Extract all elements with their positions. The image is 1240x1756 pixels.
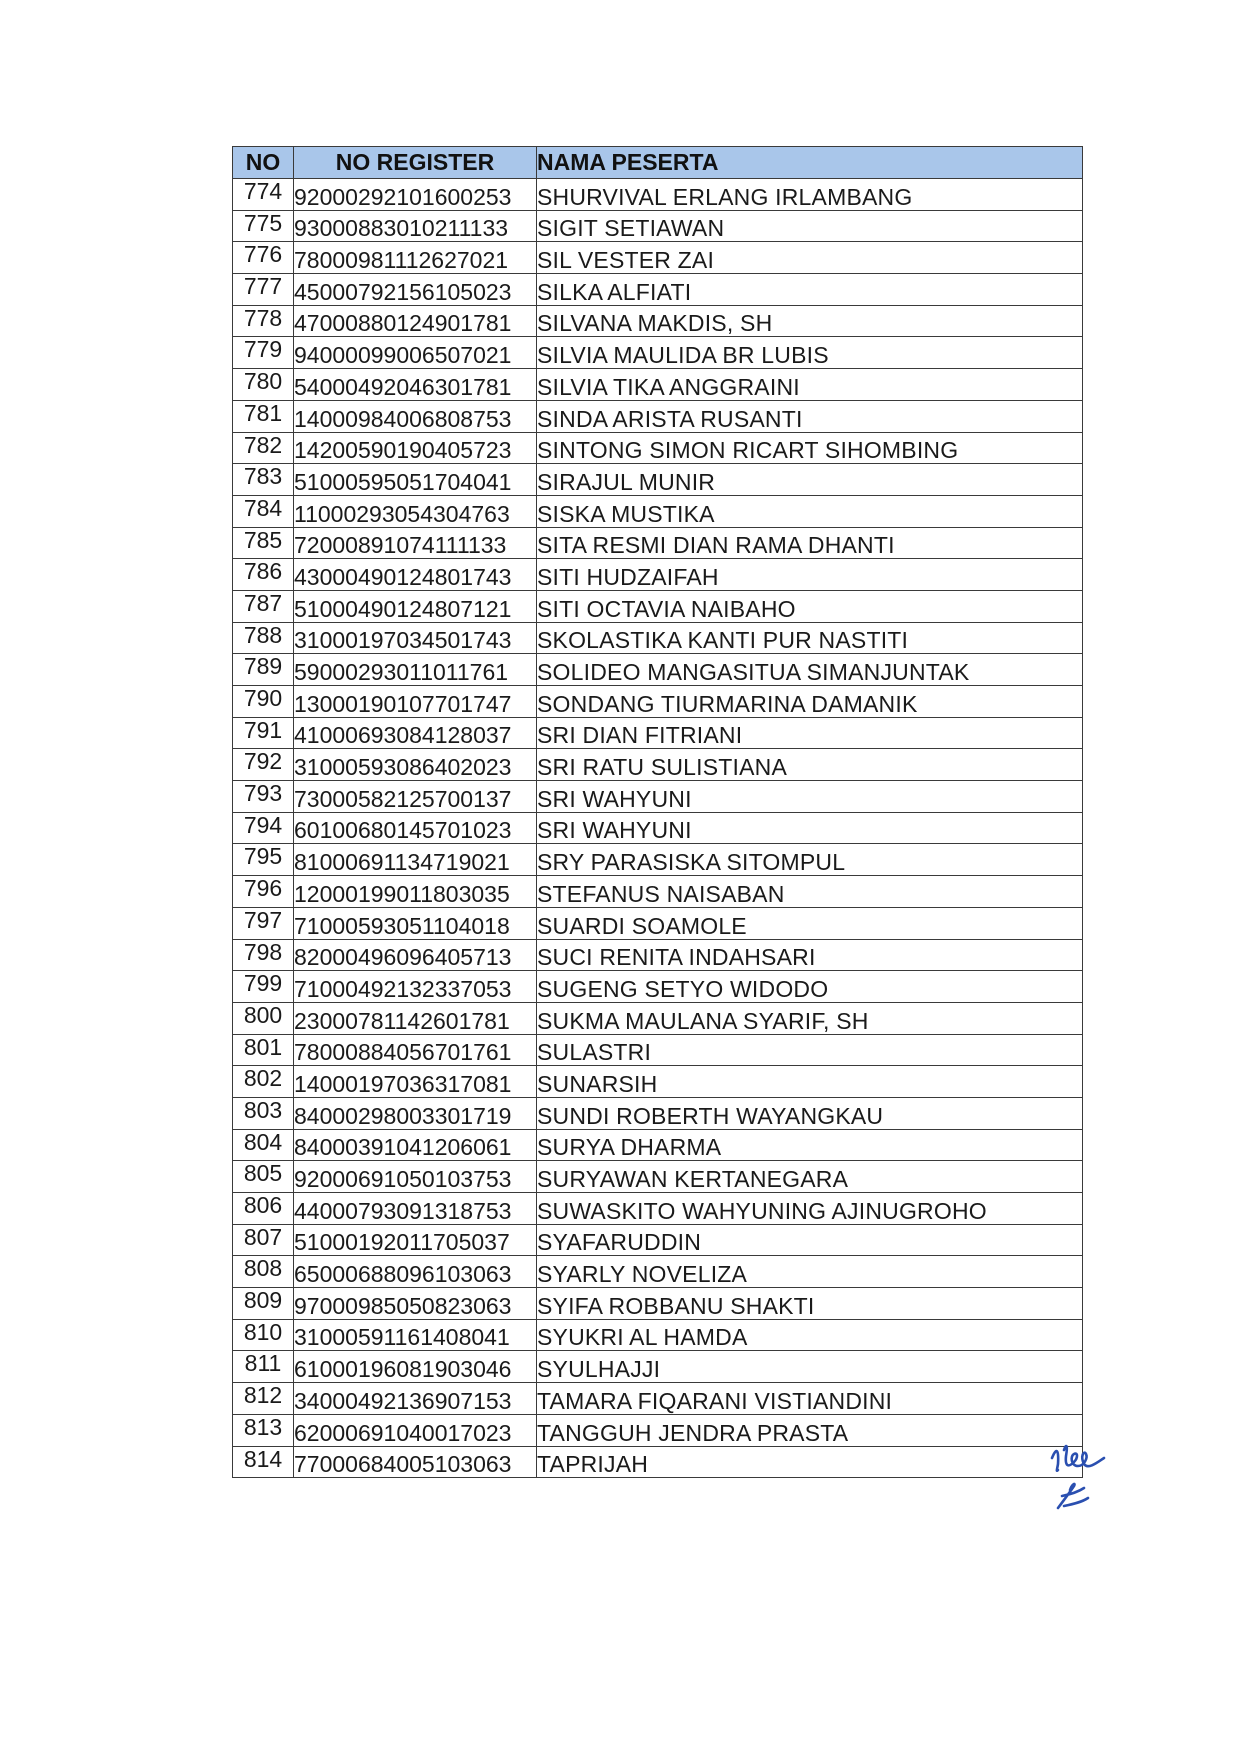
row-register-cell: 14200590190405723: [294, 432, 537, 464]
row-name-cell: SUGENG SETYO WIDODO: [537, 971, 1083, 1003]
row-no-cell: 796: [233, 876, 294, 908]
table-row: [233, 971, 1083, 1003]
row-no-cell: 798: [233, 939, 294, 971]
row-name-cell: SRI WAHYUNI: [537, 781, 1083, 813]
row-no-cell: 782: [233, 432, 294, 464]
table-row: [233, 464, 1083, 496]
table-row: [233, 274, 1083, 306]
table-row: [233, 1256, 1083, 1288]
table-row: [233, 1383, 1083, 1415]
row-register-cell: 13000190107701747: [294, 686, 537, 718]
row-name-cell: TAPRIJAH: [537, 1446, 1083, 1478]
row-name-cell: SYIFA ROBBANU SHAKTI: [537, 1288, 1083, 1320]
row-no-cell: 778: [233, 305, 294, 337]
table-row: [233, 749, 1083, 781]
row-register-cell: 47000880124901781: [294, 305, 537, 337]
row-register-cell: 14000197036317081: [294, 1066, 537, 1098]
row-no-cell: 774: [233, 179, 294, 211]
row-no-cell: 784: [233, 495, 294, 527]
row-name-cell: SITI HUDZAIFAH: [537, 559, 1083, 591]
table-row: [233, 1446, 1083, 1478]
table-row: [233, 1319, 1083, 1351]
row-register-cell: 31000593086402023: [294, 749, 537, 781]
row-no-cell: 789: [233, 654, 294, 686]
row-register-cell: 44000793091318753: [294, 1193, 537, 1225]
row-name-cell: SYARLY NOVELIZA: [537, 1256, 1083, 1288]
row-name-cell: SITA RESMI DIAN RAMA DHANTI: [537, 527, 1083, 559]
row-register-cell: 31000197034501743: [294, 622, 537, 654]
row-register-cell: 31000591161408041: [294, 1319, 537, 1351]
row-no-cell: 793: [233, 781, 294, 813]
table-row: [233, 1224, 1083, 1256]
table-row: [233, 495, 1083, 527]
row-register-cell: 51000595051704041: [294, 464, 537, 496]
row-register-cell: 59000293011011761: [294, 654, 537, 686]
table-row: [233, 369, 1083, 401]
row-register-cell: 71000492132337053: [294, 971, 537, 1003]
row-name-cell: SUWASKITO WAHYUNING AJINUGROHO: [537, 1193, 1083, 1225]
table-row: [233, 1097, 1083, 1129]
row-name-cell: SINTONG SIMON RICART SIHOMBING: [537, 432, 1083, 464]
row-no-cell: 802: [233, 1066, 294, 1098]
row-name-cell: SYAFARUDDIN: [537, 1224, 1083, 1256]
row-name-cell: SITI OCTAVIA NAIBAHO: [537, 590, 1083, 622]
row-name-cell: SILKA ALFIATI: [537, 274, 1083, 306]
row-no-cell: 808: [233, 1256, 294, 1288]
row-no-cell: 805: [233, 1161, 294, 1193]
table-row: [233, 622, 1083, 654]
row-name-cell: SIL VESTER ZAI: [537, 242, 1083, 274]
row-name-cell: SUARDI SOAMOLE: [537, 907, 1083, 939]
participant-table: [232, 146, 1083, 1478]
row-register-cell: 23000781142601781: [294, 1002, 537, 1034]
row-no-cell: 785: [233, 527, 294, 559]
row-register-cell: 41000693084128037: [294, 717, 537, 749]
header-row: [233, 147, 1083, 179]
row-register-cell: 51000192011705037: [294, 1224, 537, 1256]
row-name-cell: SULASTRI: [537, 1034, 1083, 1066]
row-register-cell: 43000490124801743: [294, 559, 537, 591]
row-name-cell: SKOLASTIKA KANTI PUR NASTITI: [537, 622, 1083, 654]
row-no-cell: 794: [233, 812, 294, 844]
row-name-cell: SYULHAJJI: [537, 1351, 1083, 1383]
row-no-cell: 775: [233, 210, 294, 242]
row-register-cell: 78000884056701761: [294, 1034, 537, 1066]
row-register-cell: 81000691134719021: [294, 844, 537, 876]
table-row: [233, 1193, 1083, 1225]
row-register-cell: 73000582125700137: [294, 781, 537, 813]
row-no-cell: 792: [233, 749, 294, 781]
table-row: [233, 400, 1083, 432]
row-no-cell: 777: [233, 274, 294, 306]
row-register-cell: 78000981112627021: [294, 242, 537, 274]
row-register-cell: 61000196081903046: [294, 1351, 537, 1383]
row-no-cell: 788: [233, 622, 294, 654]
row-no-cell: 804: [233, 1129, 294, 1161]
table-row: [233, 527, 1083, 559]
table-row: [233, 907, 1083, 939]
row-register-cell: 12000199011803035: [294, 876, 537, 908]
row-name-cell: SINDA ARISTA RUSANTI: [537, 400, 1083, 432]
table-row: [233, 812, 1083, 844]
table-row: [233, 210, 1083, 242]
table-row: [233, 559, 1083, 591]
row-register-cell: 92000691050103753: [294, 1161, 537, 1193]
table-row: [233, 337, 1083, 369]
row-no-cell: 787: [233, 590, 294, 622]
table-row: [233, 686, 1083, 718]
row-no-cell: 795: [233, 844, 294, 876]
table-row: [233, 242, 1083, 274]
row-register-cell: 77000684005103063: [294, 1446, 537, 1478]
row-register-cell: 97000985050823063: [294, 1288, 537, 1320]
row-no-cell: 790: [233, 686, 294, 718]
table-header: [233, 147, 1083, 179]
row-no-cell: 776: [233, 242, 294, 274]
row-register-cell: 65000688096103063: [294, 1256, 537, 1288]
row-name-cell: SUKMA MAULANA SYARIF, SH: [537, 1002, 1083, 1034]
table-row: [233, 1066, 1083, 1098]
table-row: [233, 1034, 1083, 1066]
table-row: [233, 1351, 1083, 1383]
row-name-cell: TANGGUH JENDRA PRASTA: [537, 1414, 1083, 1446]
row-register-cell: 71000593051104018: [294, 907, 537, 939]
table-row: [233, 179, 1083, 211]
row-no-cell: 797: [233, 907, 294, 939]
row-name-cell: TAMARA FIQARANI VISTIANDINI: [537, 1383, 1083, 1415]
row-no-cell: 809: [233, 1288, 294, 1320]
row-no-cell: 812: [233, 1383, 294, 1415]
row-register-cell: 11000293054304763: [294, 495, 537, 527]
row-name-cell: SYUKRI AL HAMDA: [537, 1319, 1083, 1351]
row-no-cell: 800: [233, 1002, 294, 1034]
row-register-cell: 62000691040017023: [294, 1414, 537, 1446]
row-no-cell: 799: [233, 971, 294, 1003]
row-register-cell: 60100680145701023: [294, 812, 537, 844]
table-row: [233, 1002, 1083, 1034]
row-no-cell: 806: [233, 1193, 294, 1225]
row-name-cell: SRI DIAN FITRIANI: [537, 717, 1083, 749]
table-row: [233, 305, 1083, 337]
row-name-cell: SILVANA MAKDIS, SH: [537, 305, 1083, 337]
row-name-cell: SUNDI ROBERTH WAYANGKAU: [537, 1097, 1083, 1129]
table-row: [233, 939, 1083, 971]
table-row: [233, 844, 1083, 876]
table-row: [233, 876, 1083, 908]
row-name-cell: STEFANUS NAISABAN: [537, 876, 1083, 908]
row-register-cell: 94000099006507021: [294, 337, 537, 369]
row-name-cell: SOLIDEO MANGASITUA SIMANJUNTAK: [537, 654, 1083, 686]
row-name-cell: SISKA MUSTIKA: [537, 495, 1083, 527]
row-no-cell: 807: [233, 1224, 294, 1256]
header-no: NO: [233, 147, 294, 179]
table-row: [233, 717, 1083, 749]
row-no-cell: 801: [233, 1034, 294, 1066]
row-register-cell: 92000292101600253: [294, 179, 537, 211]
row-name-cell: SURYAWAN KERTANEGARA: [537, 1161, 1083, 1193]
header-register: NO REGISTER: [294, 147, 537, 179]
row-name-cell: SUNARSIH: [537, 1066, 1083, 1098]
row-name-cell: SRY PARASISKA SITOMPUL: [537, 844, 1083, 876]
row-register-cell: 51000490124807121: [294, 590, 537, 622]
table-row: [233, 1288, 1083, 1320]
handwritten-initials: [1044, 1436, 1120, 1512]
row-name-cell: SHURVIVAL ERLANG IRLAMBANG: [537, 179, 1083, 211]
row-register-cell: 84000391041206061: [294, 1129, 537, 1161]
row-name-cell: SURYA DHARMA: [537, 1129, 1083, 1161]
row-no-cell: 803: [233, 1097, 294, 1129]
row-no-cell: 781: [233, 400, 294, 432]
row-register-cell: 45000792156105023: [294, 274, 537, 306]
row-name-cell: SRI WAHYUNI: [537, 812, 1083, 844]
row-name-cell: SILVIA TIKA ANGGRAINI: [537, 369, 1083, 401]
initial-stroke-lower: [1058, 1484, 1088, 1508]
row-no-cell: 791: [233, 717, 294, 749]
row-name-cell: SIRAJUL MUNIR: [537, 464, 1083, 496]
row-register-cell: 34000492136907153: [294, 1383, 537, 1415]
row-name-cell: SUCI RENITA INDAHSARI: [537, 939, 1083, 971]
row-register-cell: 72000891074111133: [294, 527, 537, 559]
row-no-cell: 783: [233, 464, 294, 496]
row-no-cell: 779: [233, 337, 294, 369]
table-row: [233, 654, 1083, 686]
row-register-cell: 54000492046301781: [294, 369, 537, 401]
table-row: [233, 1414, 1083, 1446]
header-name: NAMA PESERTA: [537, 147, 1083, 179]
row-register-cell: 82000496096405713: [294, 939, 537, 971]
row-name-cell: SONDANG TIURMARINA DAMANIK: [537, 686, 1083, 718]
row-name-cell: SIGIT SETIAWAN: [537, 210, 1083, 242]
row-no-cell: 811: [233, 1351, 294, 1383]
table-row: [233, 590, 1083, 622]
row-no-cell: 810: [233, 1319, 294, 1351]
row-register-cell: 93000883010211133: [294, 210, 537, 242]
row-no-cell: 786: [233, 559, 294, 591]
table-row: [233, 781, 1083, 813]
row-no-cell: 814: [233, 1446, 294, 1478]
row-register-cell: 84000298003301719: [294, 1097, 537, 1129]
row-name-cell: SRI RATU SULISTIANA: [537, 749, 1083, 781]
initial-stroke-upper: [1052, 1446, 1104, 1471]
row-no-cell: 813: [233, 1414, 294, 1446]
table-body: [233, 179, 1083, 1478]
table-row: [233, 1161, 1083, 1193]
row-name-cell: SILVIA MAULIDA BR LUBIS: [537, 337, 1083, 369]
table-row: [233, 432, 1083, 464]
table-row: [233, 1129, 1083, 1161]
row-register-cell: 14000984006808753: [294, 400, 537, 432]
row-no-cell: 780: [233, 369, 294, 401]
